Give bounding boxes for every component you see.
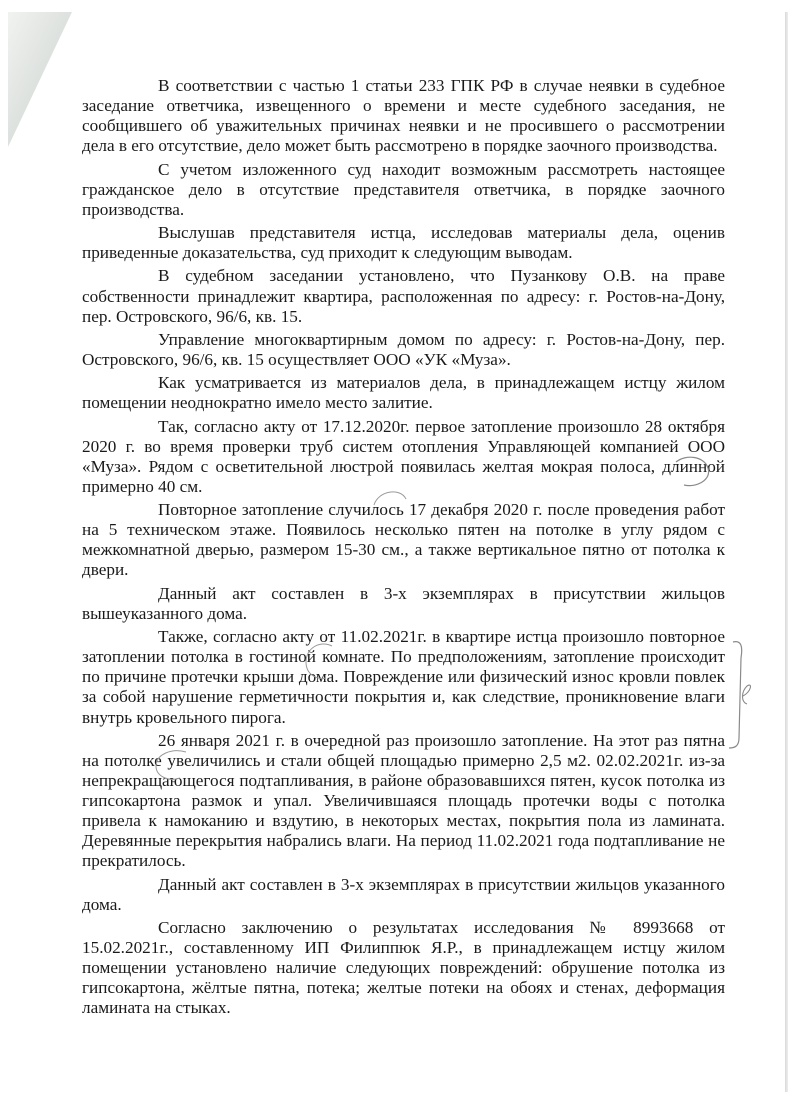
paragraph: Выслушав представителя истца, исследовав материалы дела, оценив приведенные доказательства, суд приходит к следующим выводам. [82, 223, 725, 263]
pen-bracket-mark [727, 638, 767, 753]
paragraph: Как усматривается из материалов дела, в принадлежащем истцу жилом помещении неоднократно имело место залитие. [82, 373, 725, 413]
court-document-page [82, 76, 725, 1022]
paragraph: С учетом изложенного суд находит возможным рассмотреть настоящее гражданское дело в отсутствие представителя ответчика, в порядке заочного производства. [82, 159, 725, 219]
paragraph: В соответствии с частью 1 статьи 233 ГПК РФ в случае неявки в судебное заседание ответчика, извещенного о времени и месте судебного заседания, не сообщившего об уважительных причинах неявки и не просившего о рассмотрении дела в его отсутствие, дело может быть рассмотрено в порядке заочного производства. [82, 76, 725, 156]
paragraph: Так, согласно акту от 17.12.2020г. первое затопление произошло 28 октября 2020 г. во время проверки труб систем отопления Управляющей компанией ООО «Муза». Рядом с осветительной люстрой появилась желтая мокрая полоса, длинной примерно 40 см. [82, 416, 725, 496]
page-edge-line [785, 12, 788, 1092]
paragraph: В судебном заседании установлено, что Пузанкову О.В. на праве собственности принадлежит квартира, расположенная по адресу: г. Ростов-на-Дону, пер. Островского, 96/6, кв. 15. [82, 266, 725, 326]
paragraph: Управление многоквартирным домом по адресу: г. Ростов-на-Дону, пер. Островского, 96/6, кв. 15 осуществляет ООО «УК «Муза». [82, 329, 725, 369]
paragraph: 26 января 2021 г. в очередной раз произошло затопление. На этот раз пятна на потолке увеличились и стали общей площадью примерно 2,5 м2. 02.02.2021г. из-за непрекращающегося подтапливания, в районе образовавшихся пятен, кусок потолка из гипсокартона размок и упал. Увеличившаяся площадь протечки воды с потолка привела к намоканию и вздутию, в некоторых местах, покрытия пола из ламината. Деревянные перекрытия набрались влаги. На период 11.02.2021 года подтапливание не прекратилось. [82, 730, 725, 871]
scan-corner-shadow [8, 12, 78, 147]
paragraph: Данный акт составлен в 3-х экземплярах в присутствии жильцов вышеуказанного дома. [82, 583, 725, 623]
paragraph: Согласно заключению о результатах исследования № 8993668 от 15.02.2021г., составленному ИП Филиппюк Я.Р., в принадлежащем истцу жилом помещении установлено наличие следующих повреждений: обрушение потолка из гипсокартона, жёлтые пятна, потека; желтые потеки на обоях и стенах, деформация ламината на стыках. [82, 918, 725, 1018]
paragraph: Повторное затопление случилось 17 декабря 2020 г. после проведения работ на 5 техническом этаже. Появилось несколько пятен на потолке в углу рядом с межкомнатной дверью, размером 15-30 см., а также вертикальное пятно от потолка к двери. [82, 500, 725, 580]
paragraph: Также, согласно акту от 11.02.2021г. в квартире истца произошло повторное затоплении потолка в гостиной комнате. По предположениям, затопление происходит по причине протечки крыши дома. Повреждение или физический износ кровли повлек за собой нарушение герметичности покрытия и, как следствие, проникновение влаги внутрь кровельного пирога. [82, 627, 725, 727]
paragraph: Данный акт составлен в 3-х экземплярах в присутствии жильцов указанного дома. [82, 874, 725, 914]
